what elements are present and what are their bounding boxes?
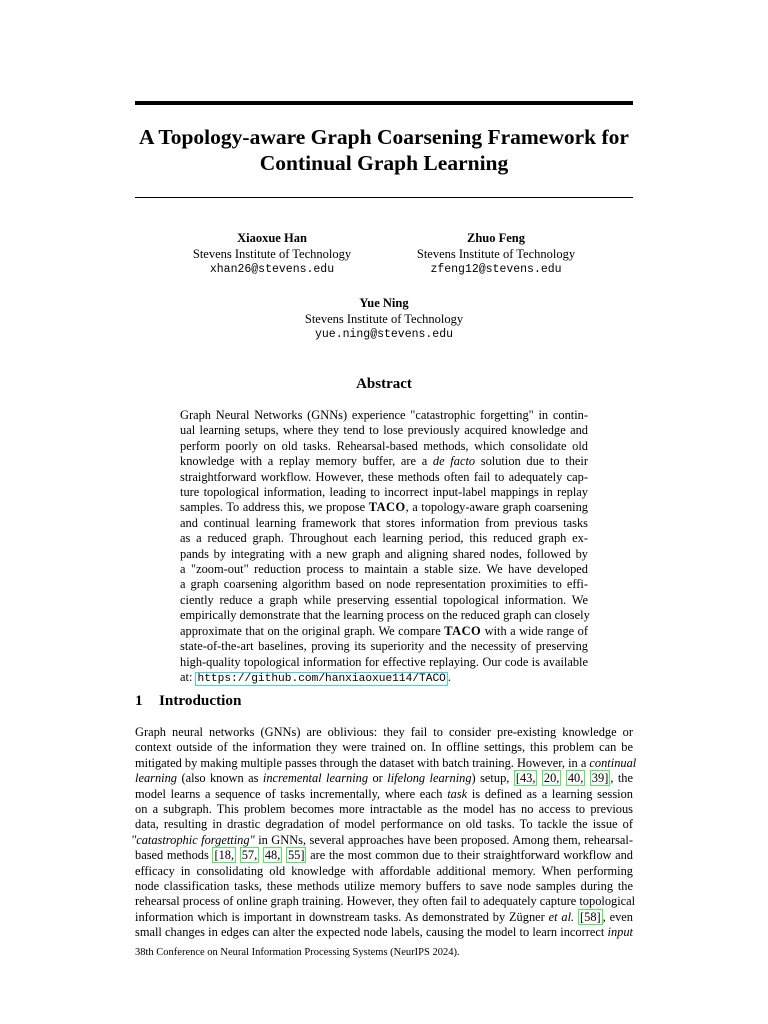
text-run: mitigated by making multiple passes through the dataset with batch training. However, in a: [135, 755, 590, 770]
intro-line: on a subgraph. This problem becomes more intractable as the model has no access to previous: [135, 802, 633, 817]
text-run: solution due to their: [475, 454, 589, 469]
author-block: [172, 231, 372, 278]
intro-line: rehearsal process of online graph training. However, they often fail to adequately capture topological: [135, 894, 636, 909]
text-run: samples. To address this, we propose: [180, 500, 369, 515]
text-run: knowledge with a replay memory buffer, are a: [180, 454, 433, 469]
emphasis: lifelong learning: [387, 771, 472, 786]
text-run: based methods: [135, 848, 213, 863]
intro-line: [135, 910, 633, 925]
author-name: Xiaoxue Han: [237, 231, 307, 245]
abstract-line: Graph Neural Networks (GNNs) experience "catastrophic forgetting" in contin-: [180, 408, 588, 422]
intro-line: [135, 787, 633, 802]
text-run: model learns a sequence of tasks incrementally, where each: [135, 786, 448, 801]
citation-link[interactable]: 20,: [543, 771, 560, 786]
author-email[interactable]: zfeng12@stevens.edu: [430, 263, 562, 276]
text-run: information which is important in downstream tasks. As demonstrated by Zügner: [135, 909, 549, 924]
author-name: Yue Ning: [359, 296, 409, 310]
conference-footnote: 38th Conference on Neural Information Processing Systems (NeurIPS 2024).: [135, 947, 460, 958]
abstract-line: [180, 624, 588, 639]
text-run: in GNNs, several approaches have been proposed. Among them, rehearsal-: [254, 832, 633, 847]
text-run: , a topology-aware graph coarsening: [405, 500, 588, 515]
intro-line: node classification tasks, these methods utilize memory buffers to save node samples during the: [135, 879, 633, 894]
abstract-line: a graph coarsening algorithm based on node representation proximities to effi-: [180, 577, 588, 592]
intro-line: data, resulting in drastic degradation of model performance on old tasks. To tackle the issue of: [135, 817, 633, 832]
author-affiliation: Stevens Institute of Technology: [416, 246, 576, 261]
citation-link[interactable]: 57,: [241, 848, 258, 863]
title-top-rule: [135, 101, 633, 105]
author-affiliation: Stevens Institute of Technology: [304, 311, 464, 326]
text-run: (also known as: [177, 771, 263, 786]
text-run: with a wide range of: [481, 623, 588, 638]
text-run: or: [368, 771, 388, 786]
text-run: .: [447, 669, 451, 684]
abstract-line: [180, 454, 588, 469]
intro-line: context outside of the information they were trained on. In offline settings, this problem can be: [135, 740, 633, 755]
author-email[interactable]: xhan26@stevens.edu: [209, 263, 335, 276]
author-block: [284, 296, 484, 343]
paper-title: [110, 124, 658, 176]
emphasis: input: [607, 925, 633, 940]
taco-name: TACO: [444, 623, 482, 638]
citation-link[interactable]: 55]: [287, 848, 305, 863]
abstract-line: a "zoom-out" reduction process to maintain a stable size. We have developed: [180, 562, 588, 577]
citation-link[interactable]: 48,: [264, 848, 281, 863]
abstract-line: high-quality topological information for effective replaying. Our code is available: [180, 654, 588, 669]
author-email[interactable]: yue.ning@stevens.edu: [314, 328, 454, 341]
author-name: Zhuo Feng: [466, 231, 525, 245]
title-bottom-rule: [135, 197, 633, 198]
citation-link[interactable]: [43,: [515, 771, 536, 786]
intro-line: [135, 848, 633, 863]
emphasis: continual: [589, 755, 637, 770]
abstract-line: pands by integrating with a new graph and aligning shared nodes, followed by: [180, 546, 588, 561]
abstract-line: and continual learning framework that stores information from previous tasks: [180, 515, 588, 530]
abstract-heading: Abstract: [356, 376, 412, 392]
code-repo-link[interactable]: https://github.com/hanxiaoxue114/TACO: [197, 672, 446, 685]
title-line-2: Continual Graph Learning: [259, 151, 509, 175]
section-heading-introduction: [135, 692, 241, 710]
citation-link[interactable]: 39]: [591, 771, 609, 786]
taco-name: TACO: [368, 500, 406, 515]
text-run: approximate that on the original graph. We compare: [180, 623, 445, 638]
intro-line: Graph neural networks (GNNs) are oblivious: they fail to consider pre-existing knowledge or: [135, 725, 633, 739]
text-run: , the: [610, 771, 634, 786]
emphasis: et al.: [548, 909, 575, 924]
text-run: are the most common due to their straightforward workflow and: [306, 848, 633, 863]
emphasis: incremental learning: [262, 771, 369, 786]
intro-line: efficacy in consolidating old knowledge with affordable additional memory. When performing: [135, 863, 633, 878]
section-number: 1: [135, 692, 143, 709]
text-run: at:: [180, 669, 196, 684]
abstract-line: as a reduced graph. Throughout each learning period, this reduced graph ex-: [180, 531, 588, 546]
emphasis: learning: [135, 771, 177, 786]
text-run: is defined as a learning session: [467, 786, 633, 801]
section-title: Introduction: [159, 692, 242, 709]
introduction-body: [131, 725, 637, 941]
author-block: [396, 231, 596, 278]
abstract-line: ciently reduce a graph while preserving essential topological information. We: [180, 592, 588, 607]
abstract-line: [180, 500, 588, 515]
text-run: small changes in edges can alter the expected node labels, causing the model to learn incorrect: [135, 925, 608, 940]
abstract-line: empirically demonstrate that the learning process on the reduced graph can closely: [180, 608, 590, 623]
abstract-line: perform poorly on old tasks. Rehearsal-based methods, which consolidate old: [180, 438, 588, 453]
emphasis: task: [447, 786, 468, 801]
abstract-line: straightforward workflow. However, these methods often fail to adequately cap-: [180, 469, 588, 484]
text-run: , even: [602, 909, 633, 924]
title-line-1: A Topology-aware Graph Coarsening Framework for: [139, 125, 629, 149]
abstract-line: state-of-the-art baselines, proving its superiority and the necessity of preserving: [180, 639, 588, 654]
abstract-line: ual learning setups, where they tend to lose previously acquired knowledge and: [180, 423, 588, 438]
abstract-body: [180, 408, 588, 687]
abstract-line: [180, 670, 588, 687]
citation-link[interactable]: 40,: [567, 771, 584, 786]
citation-link[interactable]: [18,: [214, 848, 235, 863]
emphasis: "catastrophic forgetting": [131, 832, 255, 847]
citation-link[interactable]: [58]: [580, 909, 601, 924]
author-affiliation: Stevens Institute of Technology: [192, 246, 352, 261]
intro-line: [135, 925, 633, 940]
text-run: ) setup,: [471, 771, 514, 786]
intro-line: [135, 755, 637, 771]
intro-line: [131, 833, 633, 848]
intro-line: [135, 771, 633, 786]
abstract-line: ture topological information, leading to incorrect input-label mappings in replay: [180, 485, 588, 500]
emphasis: de facto: [432, 454, 476, 469]
